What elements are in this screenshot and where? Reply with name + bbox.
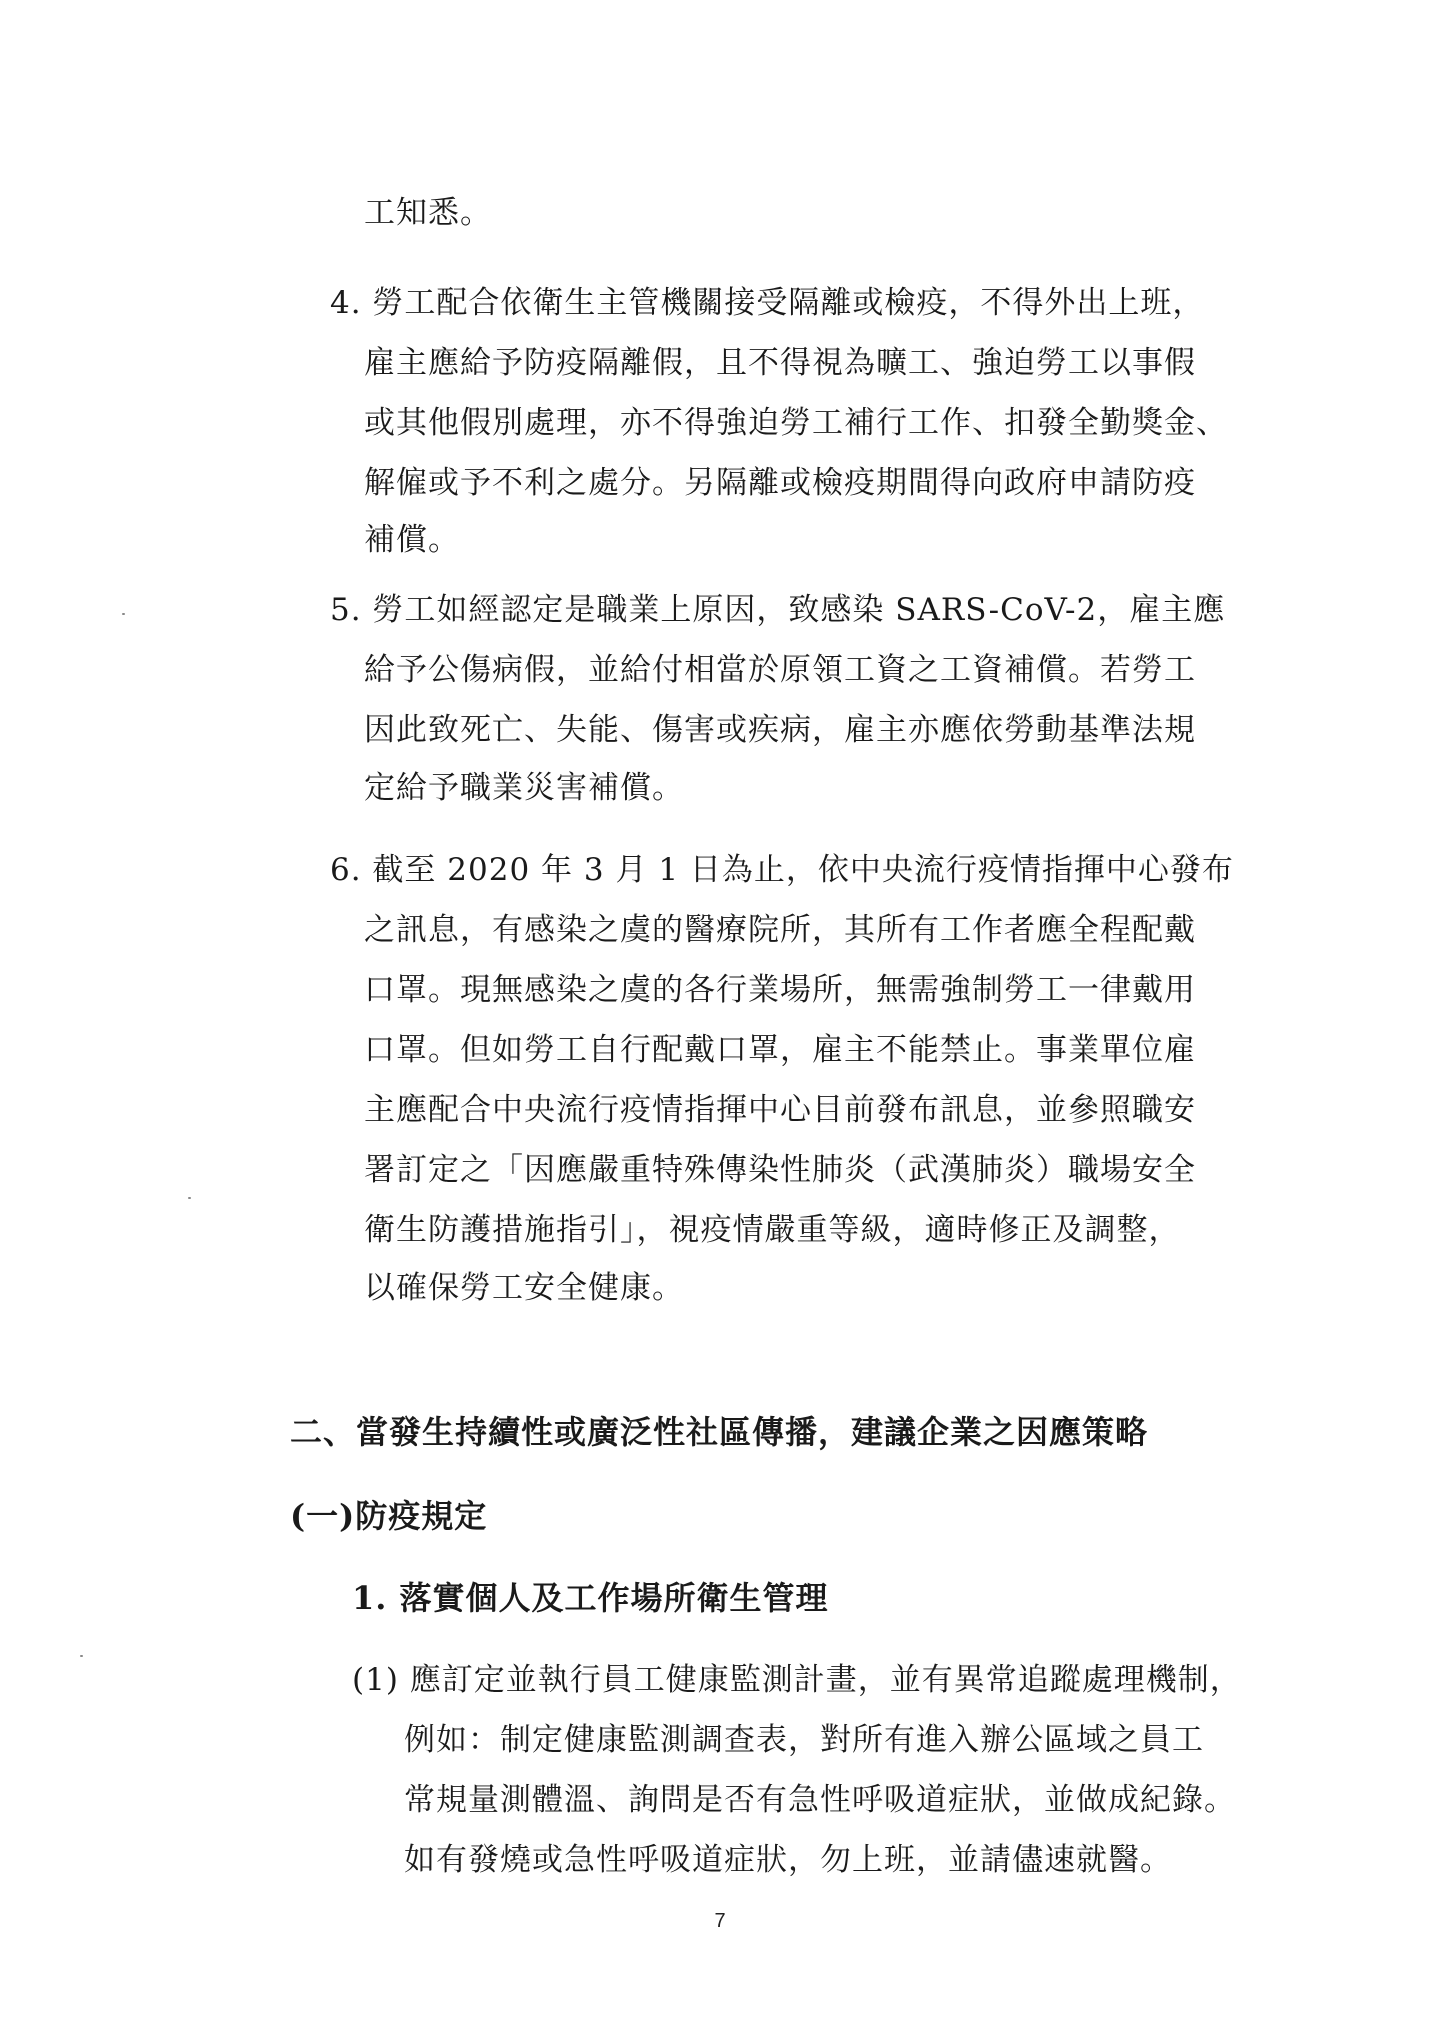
text-line: 主應配合中央流行疫情指揮中心目前發布訊息，並參照職安 xyxy=(364,1092,1196,1128)
list-item-4-line-1: 4. 勞工配合依衛生主管機關接受隔離或檢疫，不得外出上班， xyxy=(330,285,1205,321)
text-line: 如有發燒或急性呼吸道症狀，勿上班，並請儘速就醫。 xyxy=(404,1842,1172,1878)
list-item-6-line-1: 6. 截至 2020 年 3 月 1 日為止，依中央流行疫情指揮中心發布 xyxy=(330,852,1234,888)
text-line: 工知悉。 xyxy=(364,195,492,231)
text-line: 例如：制定健康監測調查表，對所有進入辦公區域之員工 xyxy=(404,1722,1204,1758)
text-line: 補償。 xyxy=(364,522,460,558)
scan-speck xyxy=(80,1655,83,1657)
text-line: 常規量測體溫、詢問是否有急性呼吸道症狀，並做成紀錄。 xyxy=(404,1782,1236,1818)
scan-speck xyxy=(188,1197,191,1199)
text-line: 雇主應給予防疫隔離假，且不得視為曠工、強迫勞工以事假 xyxy=(364,345,1196,381)
section-heading: 二、當發生持續性或廣泛性社區傳播，建議企業之因應策略 xyxy=(290,1413,1149,1451)
text-line: 給予公傷病假，並給付相當於原領工資之工資補償。若勞工 xyxy=(364,652,1196,688)
text-line: 定給予職業災害補償。 xyxy=(364,770,684,806)
list-item-5-line-1: 5. 勞工如經認定是職業上原因，致感染 SARS-CoV-2，雇主應 xyxy=(330,592,1226,628)
text-line: 口罩。但如勞工自行配戴口罩，雇主不能禁止。事業單位雇 xyxy=(364,1032,1196,1068)
text-line: 口罩。現無感染之虞的各行業場所，無需強制勞工一律戴用 xyxy=(364,972,1196,1008)
text-line: 署訂定之「因應嚴重特殊傳染性肺炎（武漢肺炎）職場安全 xyxy=(364,1152,1196,1188)
text-line: 衛生防護措施指引」，視疫情嚴重等級，適時修正及調整， xyxy=(364,1212,1181,1248)
text-line: 因此致死亡、失能、傷害或疾病，雇主亦應依勞動基準法規 xyxy=(364,712,1196,748)
subsection-heading: (一)防疫規定 xyxy=(290,1497,488,1535)
text-line: 或其他假別處理，亦不得強迫勞工補行工作、扣發全勤獎金、 xyxy=(364,405,1228,441)
text-line: 以確保勞工安全健康。 xyxy=(364,1270,684,1306)
text-line: 之訊息，有感染之虞的醫療院所，其所有工作者應全程配戴 xyxy=(364,912,1196,948)
sub-item-1-line-1: (1) 應訂定並執行員工健康監測計畫，並有異常追蹤處理機制， xyxy=(352,1662,1242,1698)
text-line: 解僱或予不利之處分。另隔離或檢疫期間得向政府申請防疫 xyxy=(364,465,1196,501)
item-heading: 1. 落實個人及工作場所衛生管理 xyxy=(352,1579,829,1617)
page-number: 7 xyxy=(714,1910,726,1932)
scan-speck xyxy=(122,613,125,615)
